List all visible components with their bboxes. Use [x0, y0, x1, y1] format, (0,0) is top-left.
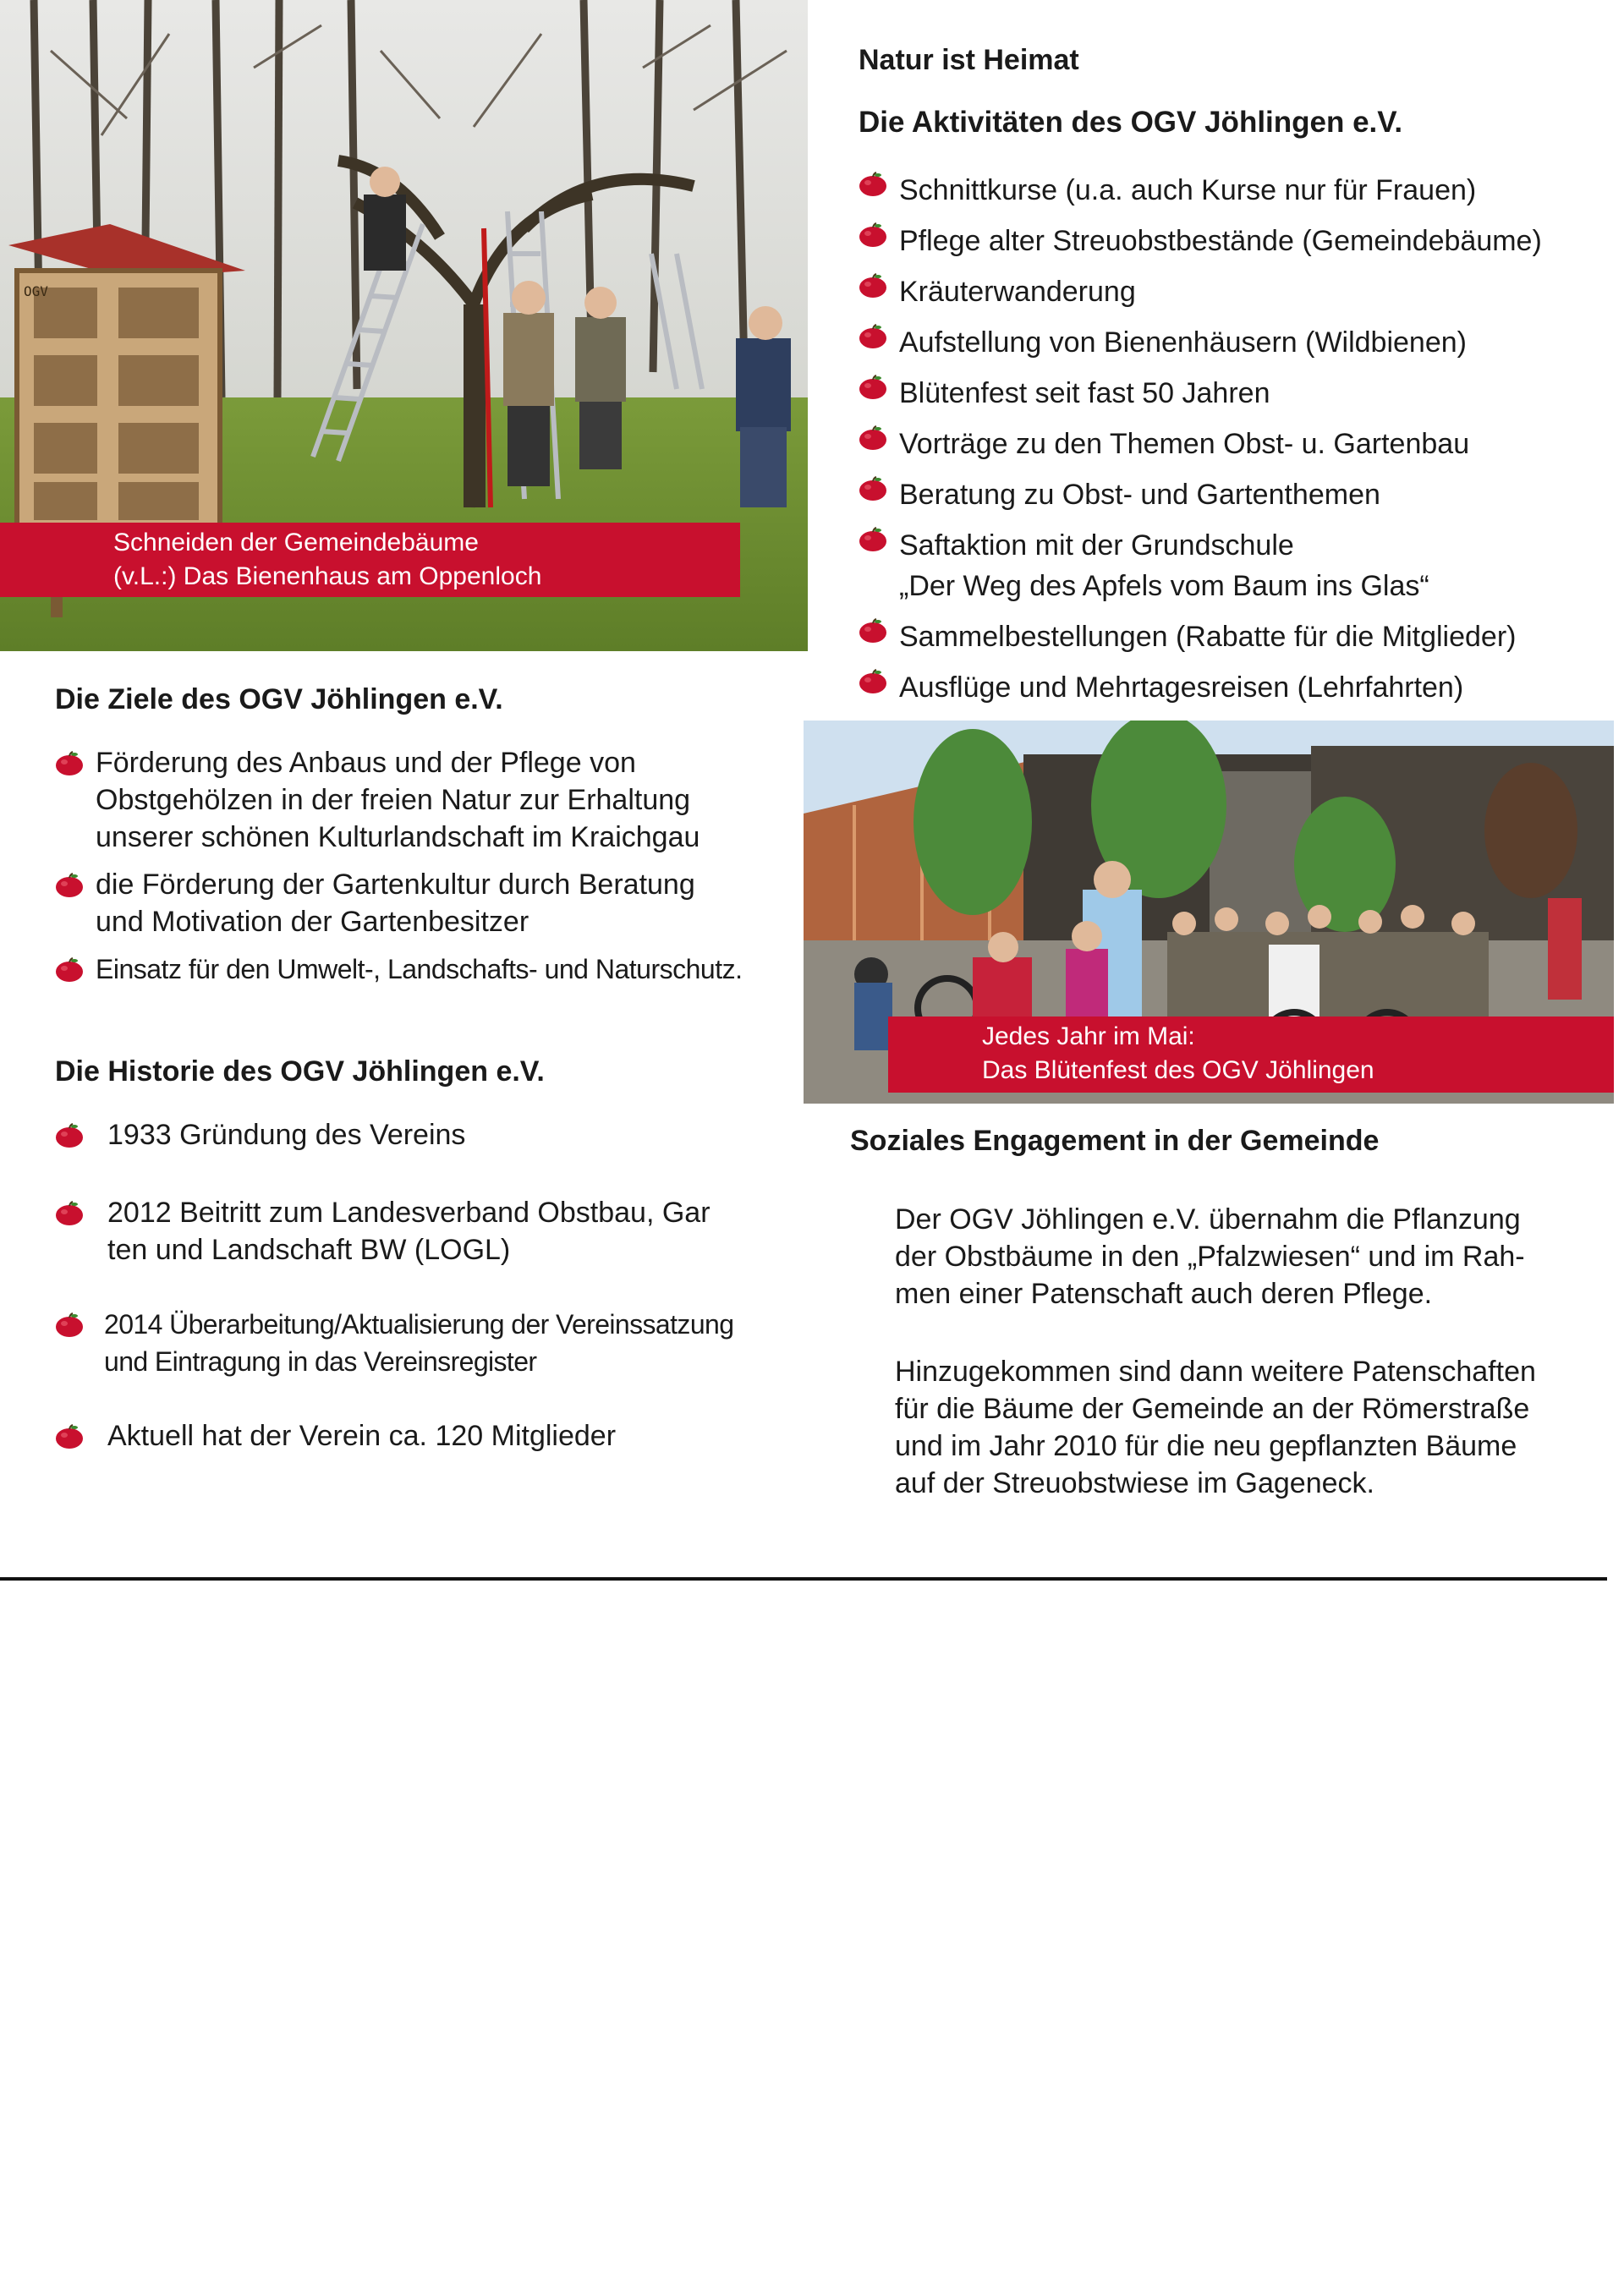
list-item-text: Sammelbestellungen (Rabatte für die Mitglieder) — [899, 621, 1517, 653]
list-item — [859, 469, 1603, 520]
list-item-text: 1933 Gründung des Vereins — [107, 1119, 466, 1151]
list-item-text: Vorträge zu den Themen Obst- u. Gartenbau — [899, 428, 1470, 460]
list-item-text: Beratung zu Obst- und Gartenthemen — [899, 479, 1380, 511]
apple-icon — [859, 425, 887, 451]
paragraph-line: Der OGV Jöhlingen e.V. übernahm die Pflanzung — [895, 1203, 1521, 1236]
list-item-text: und Eintragung in das Vereinsregister — [104, 1346, 537, 1377]
paragraph-line: und im Jahr 2010 für die neu gepflanzten Bäume — [895, 1430, 1517, 1462]
list-item-text: Schnittkurse (u.a. auch Kurse nur für Frauen) — [899, 174, 1477, 206]
social-paragraph-2 — [895, 1353, 1614, 1502]
list-item-text: Aufstellung von Bienenhäusern (Wildbienen) — [899, 326, 1467, 359]
list-item-text: und Motivation der Gartenbesitzer — [96, 906, 529, 938]
photo-bluetenfest-caption — [888, 1016, 1614, 1093]
list-item-text: Blütenfest seit fast 50 Jahren — [899, 377, 1270, 409]
list-item — [859, 368, 1603, 419]
apple-icon — [859, 669, 887, 694]
list-item — [55, 1306, 799, 1380]
list-item — [859, 216, 1603, 266]
list-item — [859, 611, 1603, 662]
caption-line: Das Blütenfest des OGV Jöhlingen — [982, 1056, 1374, 1084]
list-item-text: Aktuell hat der Verein ca. 120 Mitglieder — [107, 1420, 617, 1452]
paragraph-line: Hinzugekommen sind dann weitere Patenschaften — [895, 1356, 1536, 1388]
goals-heading: Die Ziele des OGV Jöhlingen e.V. — [55, 683, 503, 715]
list-item-text: ten und Landschaft BW (LOGL) — [107, 1234, 511, 1266]
apple-icon — [55, 873, 84, 898]
hut-sign: OGV — [24, 283, 48, 299]
list-item — [859, 662, 1603, 713]
apple-icon — [55, 751, 84, 776]
list-item-text: Saftaktion mit der Grundschule — [899, 529, 1294, 562]
list-item — [55, 1194, 799, 1269]
list-item — [859, 520, 1603, 606]
apple-icon — [55, 1201, 84, 1226]
list-item — [55, 951, 799, 988]
apple-icon — [859, 527, 887, 552]
list-item-text: Ausflüge und Mehrtagesreisen (Lehrfahrten) — [899, 671, 1464, 704]
list-item — [859, 165, 1603, 216]
caption-line: (v.L.:) Das Bienenhaus am Oppenloch — [113, 562, 542, 590]
title-natur-ist-heimat: Natur ist Heimat — [859, 44, 1079, 76]
list-item-text: Einsatz für den Umwelt-, Landschafts- und Naturschutz. — [96, 954, 743, 984]
list-item — [859, 317, 1603, 368]
caption-line: Jedes Jahr im Mai: — [982, 1022, 1195, 1050]
photo-tree-cutting — [0, 0, 808, 651]
apple-icon — [55, 957, 84, 983]
list-item-text: „Der Weg des Apfels vom Baum ins Glas“ — [899, 570, 1429, 602]
apple-icon — [859, 618, 887, 644]
list-item-text: 2012 Beitritt zum Landesverband Obstbau, Gar — [107, 1197, 710, 1229]
history-heading: Die Historie des OGV Jöhlingen e.V. — [55, 1055, 545, 1088]
goals-list — [55, 744, 799, 988]
list-item-text: Obstgehölzen in der freien Natur zur Erhaltung — [96, 784, 691, 816]
apple-icon — [55, 1123, 84, 1148]
list-item-text: die Förderung der Gartenkultur durch Beratung — [96, 869, 695, 901]
caption-line: Schneiden der Gemeindebäume — [113, 529, 479, 556]
paragraph-line: für die Bäume der Gemeinde an der Römerstraße — [895, 1393, 1530, 1425]
list-item — [55, 866, 799, 940]
list-item — [859, 419, 1603, 469]
list-item — [55, 1417, 799, 1455]
apple-icon — [55, 1424, 84, 1449]
apple-icon — [859, 375, 887, 400]
photo-tree-cutting-caption — [0, 523, 740, 597]
apple-icon — [55, 1312, 84, 1338]
apple-icon — [859, 273, 887, 299]
paragraph-line: men einer Patenschaft auch deren Pflege. — [895, 1278, 1433, 1310]
apple-icon — [859, 324, 887, 349]
activities-heading: Die Aktivitäten des OGV Jöhlingen e.V. — [859, 106, 1403, 139]
history-list — [55, 1116, 799, 1455]
social-heading: Soziales Engagement in der Gemeinde — [850, 1125, 1380, 1157]
activities-list — [859, 165, 1603, 713]
list-item — [55, 1116, 799, 1153]
list-item-text: 2014 Überarbeitung/Aktualisierung der Vereinssatzung — [104, 1309, 734, 1340]
fold-line — [0, 1577, 1607, 1581]
paragraph-line: der Obstbäume in den „Pfalzwiesen“ und im Rah- — [895, 1241, 1525, 1273]
list-item-text: Pflege alter Streuobstbestände (Gemeindebäume) — [899, 225, 1542, 257]
photo-bluetenfest — [804, 721, 1614, 1104]
list-item — [859, 266, 1603, 317]
list-item-text: Kräuterwanderung — [899, 276, 1136, 308]
list-item-text: Förderung des Anbaus und der Pflege von — [96, 747, 636, 779]
list-item-text: unserer schönen Kulturlandschaft im Kraichgau — [96, 821, 700, 853]
apple-icon — [859, 222, 887, 248]
social-paragraph-1 — [895, 1201, 1614, 1312]
apple-icon — [859, 476, 887, 501]
apple-icon — [859, 172, 887, 197]
list-item — [55, 744, 799, 856]
paragraph-line: auf der Streuobstwiese im Gageneck. — [895, 1467, 1374, 1499]
